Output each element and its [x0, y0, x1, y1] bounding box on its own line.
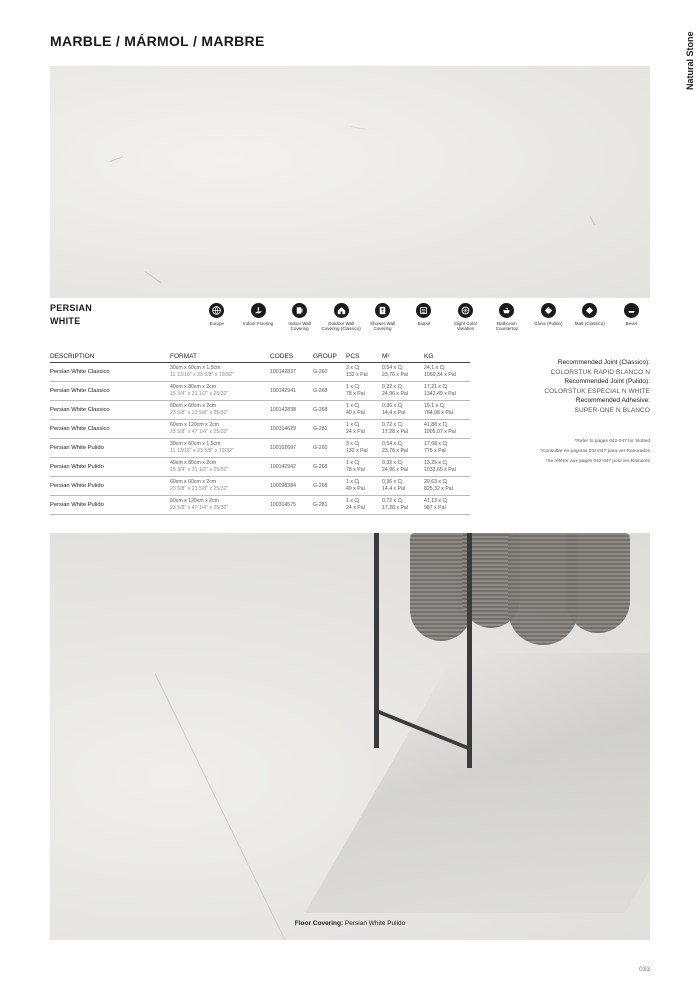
cell-pcs: 1 x Cj 78 x Pal [346, 381, 382, 400]
biopool-icon [416, 303, 431, 318]
joint-pulido-value: COLORSTUK ESPECIAL N WHITE [544, 387, 650, 395]
cell-format: 30cm x 60cm x 1,5cm 11 13/16" x 23 5/8" x 19/32" [170, 438, 270, 457]
col-pcs: PCS [346, 351, 382, 362]
cell-code: 100142941 [270, 381, 313, 400]
col-group: GROUP [313, 351, 346, 362]
floor-covering-photo [50, 533, 650, 940]
cell-description: Persian White Classico [50, 419, 170, 438]
cell-m2: 0,32 x Cj 24,96 x Pal [382, 457, 424, 476]
col-format: FORMAT [170, 351, 270, 362]
usage-item-biopool: Biopol [403, 303, 444, 347]
cell-code: 100314575 [270, 495, 313, 514]
product-name: PERSIAN WHITE [50, 303, 93, 326]
cell-group: G-281 [313, 419, 346, 438]
cell-description: Persian White Pulido [50, 438, 170, 457]
cell-format: 60cm x 120cm x 2cm 23 5/8" x 47 1/4" x 25/32" [170, 419, 270, 438]
col-m2: M² [382, 351, 424, 362]
page-references [470, 437, 650, 467]
cell-m2: 0,32 x Cj 24,96 x Pal [382, 381, 424, 400]
table-row [50, 438, 470, 457]
col-codes: CODES [270, 351, 313, 362]
usage-item-outdoor-wall: Outdoor Wall Covering (Classico) [320, 303, 361, 347]
specification-table [50, 351, 470, 515]
cell-m2: 0,36 x Cj 14,4 x Pal [382, 476, 424, 495]
photo-caption: Floor Covering: Persian White Pulido [294, 920, 406, 927]
indoor-flooring-icon [251, 303, 266, 318]
cell-description: Persian White Pulido [50, 476, 170, 495]
cell-pcs: 1 x Cj 24 x Pal [346, 419, 382, 438]
adhesive-value: SUPER-ONE N BLANCO [574, 406, 650, 414]
cell-pcs: 3 x Cj 132 x Pal [346, 438, 382, 457]
indoor-wall-icon [292, 303, 307, 318]
table-row [50, 457, 470, 476]
reference-es: *Consultar en páginas 042-047 para ver Ranurados [540, 449, 650, 454]
cell-group: G-268 [313, 400, 346, 419]
joint-pulido-label: Recommended Joint (Pulido): [564, 378, 650, 385]
cell-group: G-260 [313, 362, 346, 381]
outdoor-wall-icon [334, 303, 349, 318]
cell-code: 100314629 [270, 419, 313, 438]
table-row [50, 362, 470, 381]
cell-description: Persian White Classico [50, 381, 170, 400]
joint-classico-value: COLORSTUK RAPID BLANCO N [550, 368, 650, 376]
cell-pcs: 1 x Cj 40 x Pal [346, 400, 382, 419]
cell-kg: 41,13 x Cj 987 x Pal [424, 495, 470, 514]
table-row [50, 419, 470, 438]
usage-item-gloss: Gloss (Pulido) [528, 303, 569, 347]
cell-pcs: 1 x Cj 40 x Pal [346, 476, 382, 495]
bevel-icon [624, 303, 639, 318]
bathroom-countertop-icon [499, 303, 514, 318]
usage-item-indoor-flooring: Indoor Flooring [237, 303, 278, 347]
usage-item-bevel: Bevel [611, 303, 652, 347]
cell-description: Persian White Classico [50, 400, 170, 419]
cell-description: Persian White Classico [50, 362, 170, 381]
reference-fr: *Se référer aux pages 042-047 pour les Rainurés [545, 459, 650, 464]
cell-code: 100142837 [270, 362, 313, 381]
globe-icon [209, 303, 224, 318]
usage-item-color-variation: Slight Color Variation [445, 303, 486, 347]
cell-format: 40cm x 80cm x 2cm 15 3/4" x 31 1/2" x 25/32" [170, 457, 270, 476]
cell-format: 60cm x 60cm x 2cm 23 5/8" x 23 5/8" x 25/32" [170, 476, 270, 495]
page-number: 033 [639, 966, 650, 973]
cell-description: Persian White Pulido [50, 457, 170, 476]
cell-group: G-260 [313, 438, 346, 457]
gloss-icon [541, 303, 556, 318]
cell-format: 60cm x 120cm x 2cm 23 5/8" x 47 1/4" x 25/32" [170, 495, 270, 514]
table-header-row [50, 351, 470, 362]
cell-code: 100142838 [270, 400, 313, 419]
cell-kg: 13,25 x Cj 1033,65 x Pal [424, 457, 470, 476]
cell-kg: 19,1 x Cj 764,08 x Pal [424, 400, 470, 419]
cell-m2: 0,72 x Cj 17,28 x Pal [382, 495, 424, 514]
cell-code: 100102697 [270, 438, 313, 457]
cell-m2: 0,36 x Cj 14,4 x Pal [382, 400, 424, 419]
cell-format: 60cm x 60cm x 2cm 23 5/8" x 23 5/8" x 25/32" [170, 400, 270, 419]
col-kg: KG [424, 351, 470, 362]
adhesive-label: Recommended Adhesive: [575, 397, 650, 404]
cell-code: 100098384 [270, 476, 313, 495]
section-side-label: Natural Stone [685, 31, 695, 90]
joint-classico-label: Recommended Joint (Classico): [557, 359, 650, 366]
color-variation-icon [458, 303, 473, 318]
cell-format: 30cm x 60cm x 1,5cm 11 13/16" x 23 5/8" x 19/32" [170, 362, 270, 381]
usage-item-matt: Matt (Classico) [569, 303, 610, 347]
cell-format: 40cm x 80cm x 2cm 15 3/4" x 31 1/2" x 25/32" [170, 381, 270, 400]
cell-kg: 17,21 x Cj 1342,49 x Pal [424, 381, 470, 400]
cell-pcs: 1 x Cj 78 x Pal [346, 457, 382, 476]
matt-icon [582, 303, 597, 318]
cell-kg: 24,1 x Cj 1060,34 x Pal [424, 362, 470, 381]
shower-wall-icon [375, 303, 390, 318]
cell-code: 100142942 [270, 457, 313, 476]
cell-group: G-268 [313, 476, 346, 495]
page-title: MARBLE / MÁRMOL / MARBRE [50, 33, 265, 49]
cell-kg: 20,63 x Cj 825,32 x Pal [424, 476, 470, 495]
cell-kg: 41,88 x Cj 1005,07 x Pal [424, 419, 470, 438]
cell-pcs: 1 x Cj 24 x Pal [346, 495, 382, 514]
marble-texture-image [50, 66, 650, 298]
cell-m2: 0,54 x Cj 23,76 x Pal [382, 438, 424, 457]
usage-item-indoor-wall: Indoor Wall Covering [279, 303, 320, 347]
cell-pcs: 3 x Cj 132 x Pal [346, 362, 382, 381]
cell-group: G-281 [313, 495, 346, 514]
col-description: DESCRIPTION [50, 351, 170, 362]
table-row [50, 476, 470, 495]
reference-en: *Refer to pages 042-047 for Slotted [574, 439, 650, 444]
cell-description: Persian White Pulido [50, 495, 170, 514]
usage-item-shower-wall: Shower Wall Covering [362, 303, 403, 347]
cell-group: G-268 [313, 457, 346, 476]
usage-item-europe: Europe [196, 303, 237, 347]
table-row [50, 495, 470, 514]
cell-kg: 17,68 x Cj 776 x Pal [424, 438, 470, 457]
cell-m2: 0,72 x Cj 17,28 x Pal [382, 419, 424, 438]
cell-group: G-268 [313, 381, 346, 400]
table-row [50, 400, 470, 419]
usage-icons [196, 303, 652, 347]
recommendations [470, 358, 650, 415]
table-row [50, 381, 470, 400]
usage-item-bathroom-countertop: Bathroom Countertop [486, 303, 527, 347]
cell-m2: 0,54 x Cj 23,76 x Pal [382, 362, 424, 381]
